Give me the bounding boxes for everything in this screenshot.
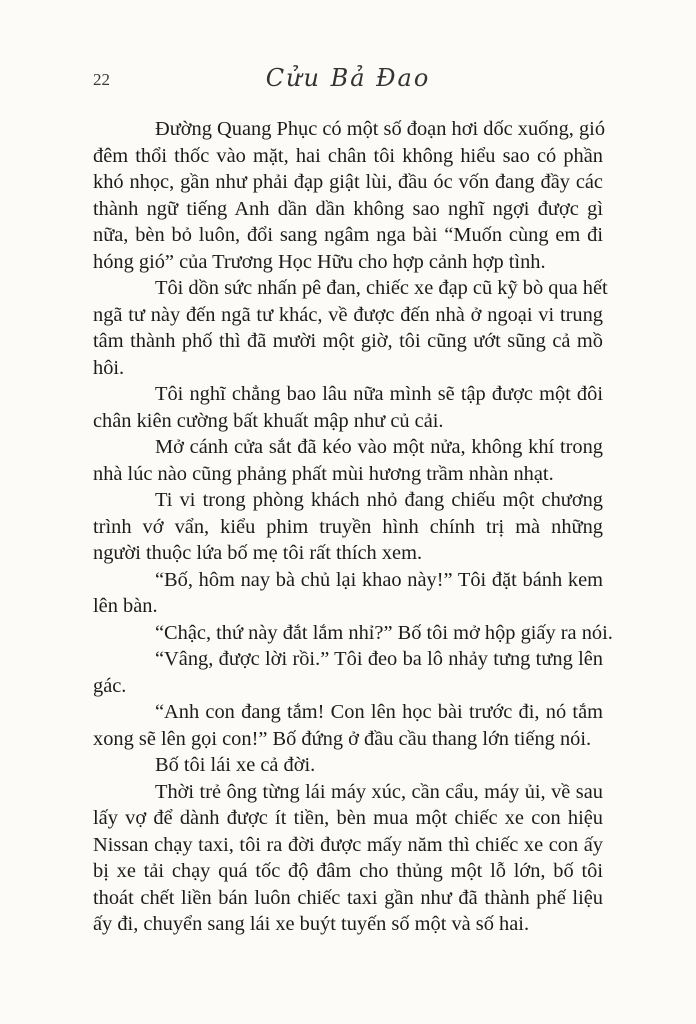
text-line: “Bố, hôm nay bà chủ lại khao này!” Tôi đặt bánh kem — [155, 568, 603, 591]
text-line: ngã tư này đến ngã tư khác, về được đến nhà ở ngoại vi trung — [93, 303, 603, 326]
text-line: người thuộc lứa bố mẹ tôi rất thích xem. — [93, 542, 423, 564]
text-line: chân kiên cường bất khuất mập như củ cải. — [93, 409, 444, 432]
text-line: “Vâng, được lời rồi.” Tôi đeo ba lô nhảy tưng tưng lên — [155, 648, 603, 670]
text-line: hôi. — [93, 356, 125, 379]
text-line: trình vớ vẩn, kiểu phim truyền hình chính trị mà những — [93, 515, 603, 538]
text-line: nhà lúc nào cũng phảng phất mùi hương trầm nhàn nhạt. — [93, 462, 554, 485]
text-line: Bố tôi lái xe cả đời. — [155, 754, 316, 776]
text-line: tâm thành phố thì đã mười một giờ, tôi cũng ướt sũng cả mồ — [93, 330, 603, 352]
text-line: xong sẽ lên gọi con!” Bố đứng ở đầu cầu thang lớn tiếng nói. — [93, 727, 592, 750]
text-line: lên bàn. — [93, 595, 158, 617]
text-line: “Anh con đang tắm! Con lên học bài trước đi, nó tắm — [155, 701, 603, 723]
text-line: Nissan chạy taxi, tôi ra đời được mấy năm thì chiếc xe con ấy — [93, 833, 603, 856]
text-line: Thời trẻ ông từng lái máy xúc, cần cẩu, máy ủi, về sau — [155, 780, 603, 803]
body-text — [93, 116, 613, 938]
text-line: Đường Quang Phục có một số đoạn hơi dốc xuống, gió — [155, 118, 606, 140]
text-line: Ti vi trong phòng khách nhỏ đang chiếu một chương — [155, 489, 603, 511]
text-line: lấy vợ để dành được ít tiền, bèn mua một chiếc xe con hiệu — [93, 807, 603, 829]
text-line: “Chậc, thứ này đắt lắm nhỉ?” Bố tôi mở hộp giấy ra nói. — [155, 621, 613, 644]
text-line: thoát chết liền bán luôn chiếc taxi gần như đã thành phế liệu — [93, 886, 603, 909]
text-line: đêm thổi thốc vào mặt, hai chân tôi không hiểu sao có phần — [93, 144, 603, 167]
text-line: khó nhọc, gần như phải đạp giật lùi, đầu óc vốn đang đầy các — [93, 171, 603, 193]
text-line: thành ngữ tiếng Anh dần dần không sao nghĩ ngợi được gì — [93, 197, 603, 220]
text-line: gác. — [93, 674, 127, 697]
text-line: bị xe tải chạy quá tốc độ đâm cho thủng một lỗ lớn, bố tôi — [93, 860, 603, 882]
text-line: ấy đi, chuyển sang lái xe buýt tuyến số một và số hai. — [93, 913, 530, 935]
text-line: nữa, bèn bỏ luôn, đổi sang ngâm nga bài “Muốn cùng em đi — [93, 224, 603, 246]
running-title: Cửu Bả Đao — [265, 64, 431, 92]
text-line: Mở cánh cửa sắt đã kéo vào một nửa, không khí trong — [155, 436, 603, 458]
page-number: 22 — [93, 70, 110, 89]
text-line: Tôi nghĩ chẳng bao lâu nữa mình sẽ tập được một đôi — [155, 383, 603, 405]
text-line: Tôi dồn sức nhấn pê đan, chiếc xe đạp cũ kỹ bò qua hết — [155, 277, 608, 299]
text-line: hóng gió” của Trương Học Hữu cho hợp cảnh hợp tình. — [93, 250, 546, 273]
